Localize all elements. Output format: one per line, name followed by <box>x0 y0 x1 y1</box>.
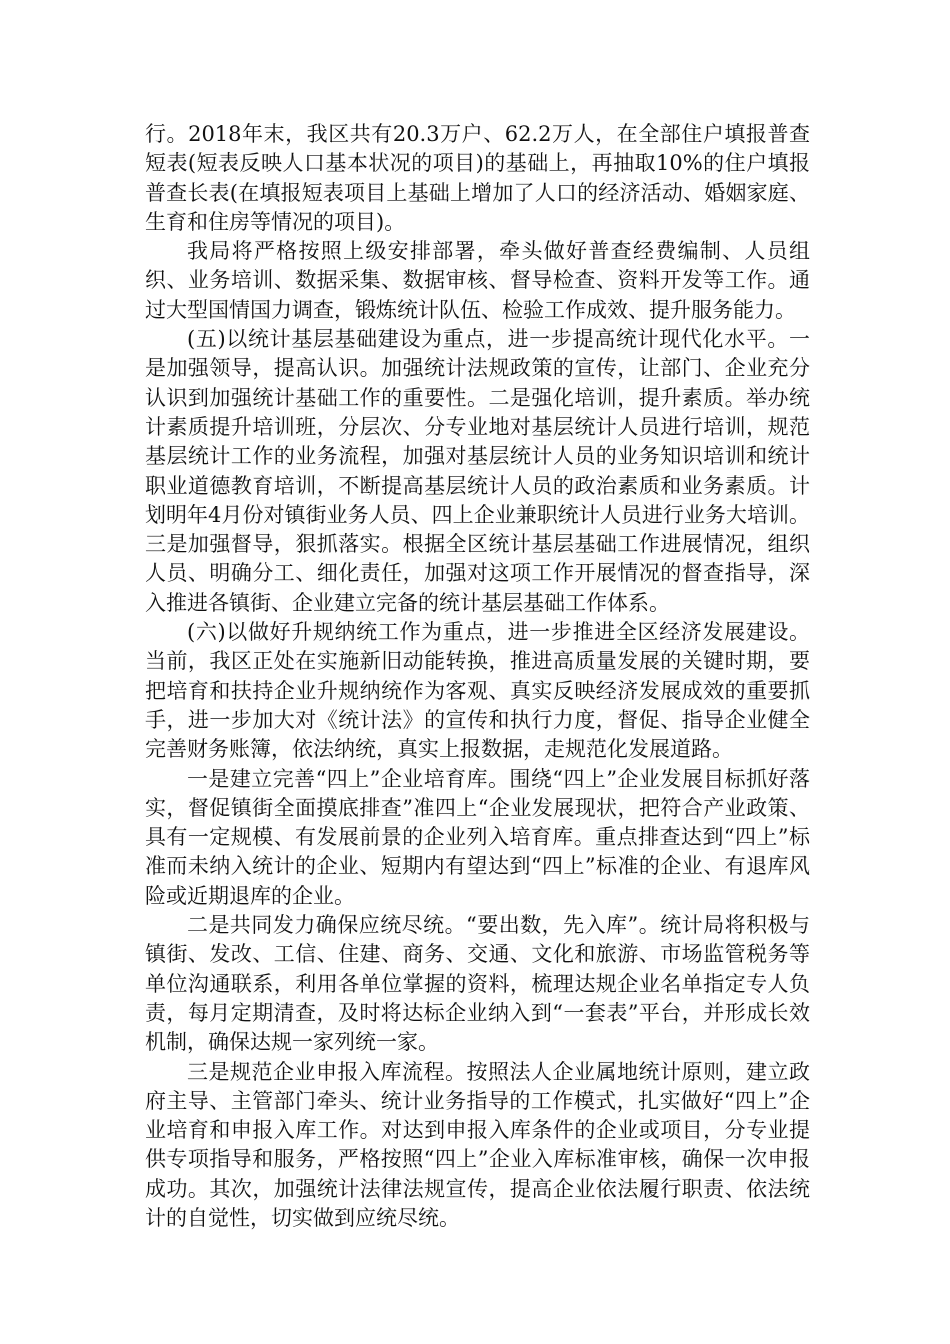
paragraph-point-one: 一是建立完善“四上”企业培育库。围绕“四上”企业发展目标抓好落实，督促镇街全面摸底排查”准四上“企业发展现状，把符合产业政策、具有一定规模、有发展前景的企业列入培育库。重点排查达到“四上”标准而未纳入统计的企业、短期内有望达到“四上”标准的企业、有退库风险或近期退库的企业。 <box>145 766 810 908</box>
document-body <box>145 120 810 1233</box>
paragraph-census-work: 我局将严格按照上级安排部署，牵头做好普查经费编制、人员组织、业务培训、数据采集、数据审核、督导检查、资料开发等工作。通过大型国情国力调查，锻炼统计队伍、检验工作成效、提升服务能力。 <box>145 239 810 322</box>
paragraph-point-two: 二是共同发力确保应统尽统。“要出数，先入库”。统计局将积极与镇街、发改、工信、住建、商务、交通、文化和旅游、市场监管税务等单位沟通联系，利用各单位掌握的资料，梳理达规企业名单指定专人负责，每月定期清查，及时将达标企业纳入到“一套表”平台，并形成长效机制，确保达规一家列统一家。 <box>145 913 810 1055</box>
paragraph-intro-continuation: 行。2018年末，我区共有20.3万户、62.2万人，在全部住户填报普查短表(短表反映人口基本状况的项目)的基础上，再抽取10%的住户填报普查长表(在填报短表项目上基础上增加了人口的经济活动、婚姻家庭、生育和住房等情况的项目)。 <box>145 122 810 234</box>
paragraph-point-three: 三是规范企业申报入库流程。按照法人企业属地统计原则，建立政府主导、主管部门牵头、统计业务指导的工作模式，扎实做好“四上”企业培育和申报入库工作。对达到申报入库条件的企业或项目，分专业提供专项指导和服务，严格按照“四上”企业入库标准审核，确保一次申报成功。其次，加强统计法律法规宣传，提高企业依法履行职责、依法统计的自觉性，切实做到应统尽统。 <box>145 1059 810 1230</box>
paragraph-item-six: (六)以做好升规纳统工作为重点，进一步推进全区经济发展建设。当前，我区正处在实施新旧动能转换，推进高质量发展的关键时期，要把培育和扶持企业升规纳统作为客观、真实反映经济发展成效的重要抓手，进一步加大对《统计法》的宣传和执行力度，督促、指导企业健全完善财务账簿，依法纳统，真实上报数据，走规范化发展道路。 <box>145 620 810 762</box>
paragraph-item-five: (五)以统计基层基础建设为重点，进一步提高统计现代化水平。一是加强领导，提高认识。加强统计法规政策的宣传，让部门、企业充分认识到加强统计基础工作的重要性。二是强化培训，提升素质。举办统计素质提升培训班，分层次、分专业地对基层统计人员进行培训，规范基层统计工作的业务流程，加强对基层统计人员的业务知识培训和统计职业道德教育培训，不断提高基层统计人员的政治素质和业务素质。计划明年4月份对镇街业务人员、四上企业兼职统计人员进行业务大培训。三是加强督导，狠抓落实。根据全区统计基层基础工作进展情况，组织人员、明确分工、细化责任，加强对这项工作开展情况的督查指导，深入推进各镇街、企业建立完备的统计基层基础工作体系。 <box>145 327 810 615</box>
